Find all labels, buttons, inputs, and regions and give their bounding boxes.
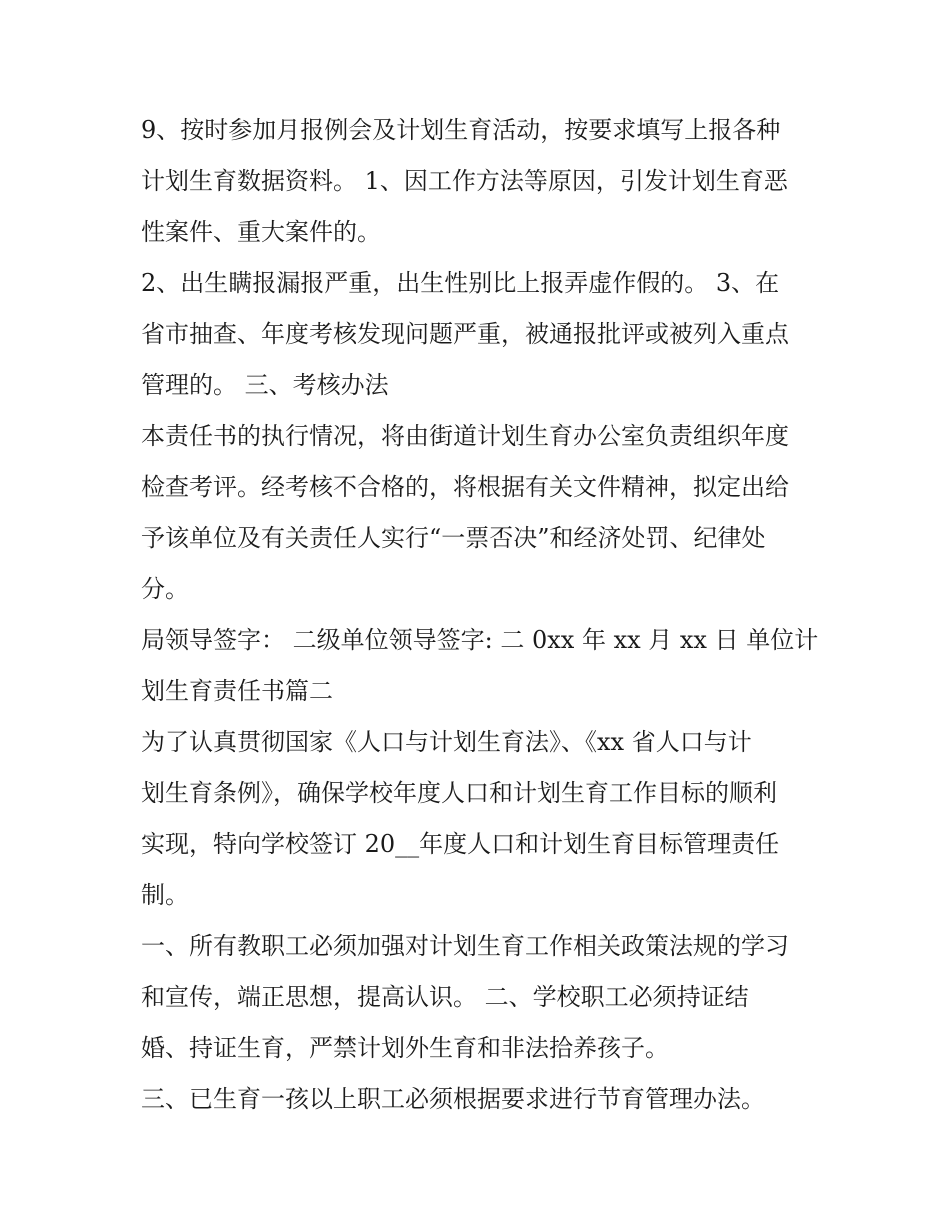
text-line: 实现，特向学校签订 20__年度人口和计划生育目标管理责任 — [141, 830, 780, 858]
text-line: 检查考评。经考核不合格的，将根据有关文件精神，拟定出给 — [141, 473, 789, 501]
text-line: 局领导签字： 二级单位领导签字: 二 0xx 年 xx 月 xx 日 单位计 — [141, 626, 819, 654]
text-line: 省市抽查、年度考核发现问题严重，被通报批评或被列入重点 — [141, 320, 789, 348]
text-line: 划生育条例》，确保学校年度人口和计划生育工作目标的顺利 — [141, 779, 777, 807]
text-line: 划生育责任书篇二 — [141, 677, 333, 705]
text-line: 制。 — [141, 881, 189, 909]
text-line: 一、所有教职工必须加强对计划生育工作相关政策法规的学习 — [141, 932, 789, 960]
text-line: 2、出生瞒报漏报严重，出生性别比上报弄虚作假的。 3、在 — [141, 269, 780, 297]
text-line: 管理的。 三、考核办法 — [141, 371, 389, 399]
text-line: 予该单位及有关责任人实行“一票否决”和经济处罚、纪律处 — [141, 524, 766, 552]
text-line: 计划生育数据资料。 1、因工作方法等原因，引发计划生育恶 — [141, 167, 788, 195]
text-line: 9、按时参加月报例会及计划生育活动，按要求填写上报各种 — [141, 116, 781, 144]
text-line: 性案件、重大案件的。 — [141, 218, 381, 246]
text-line: 分。 — [141, 575, 189, 603]
text-line: 和宣传，端正思想，提高认识。 二、学校职工必须持证结 — [141, 983, 749, 1011]
text-line: 本责任书的执行情况，将由街道计划生育办公室负责组织年度 — [141, 422, 789, 450]
text-line: 婚、持证生育，严禁计划外生育和非法拾养孩子。 — [141, 1034, 669, 1062]
text-line: 为了认真贯彻国家《人口与计划生育法》、《xx 省人口与计 — [141, 728, 752, 756]
text-line: 三、已生育一孩以上职工必须根据要求进行节育管理办法。 — [141, 1085, 765, 1113]
